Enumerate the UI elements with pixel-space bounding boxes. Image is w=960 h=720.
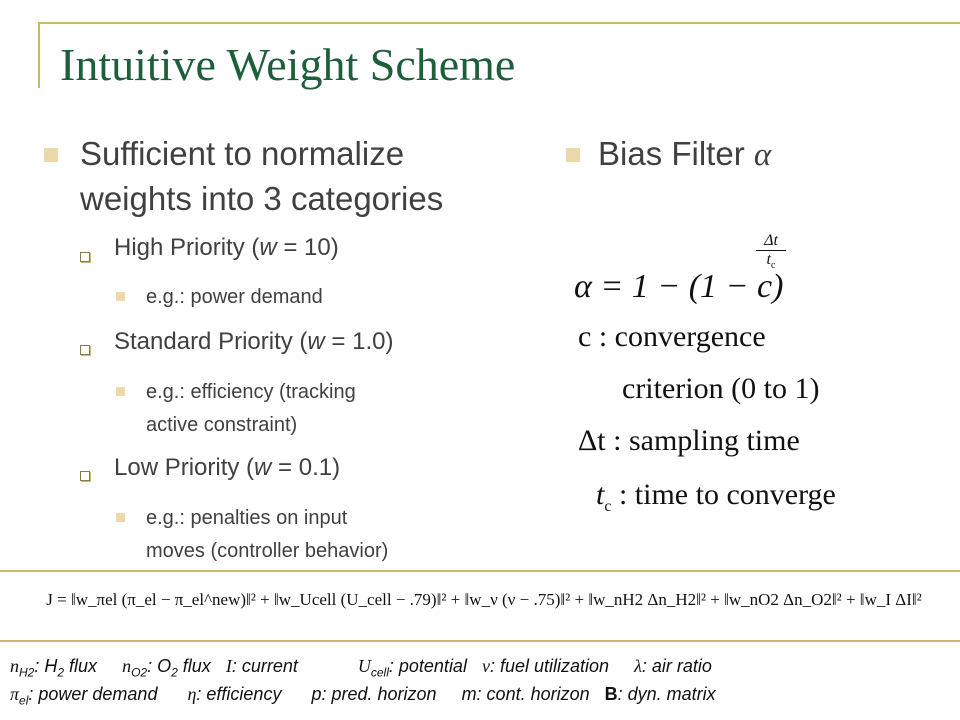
sub-bullet-icon: [80, 471, 90, 481]
alpha-formula-lhs: α = 1 − (1 − c): [574, 268, 784, 305]
tc-subscript: c: [604, 498, 612, 515]
bullet-icon: [44, 148, 58, 162]
high-priority-w: w: [259, 234, 277, 261]
legend-p: p: pred. horizon: [311, 684, 437, 704]
legend-nh2: $n_{H2}$: $H_2$ flux: [10, 656, 98, 680]
standard-priority-post: = 1.0): [324, 328, 394, 355]
sub-bullet-icon: [80, 345, 90, 355]
standard-priority: [114, 327, 393, 357]
high-priority-pre: High Priority (: [114, 234, 260, 261]
legend-lambda: λ: air ratio: [634, 656, 712, 676]
legend-m: m: cont. horizon: [461, 684, 590, 704]
objective-function: J = ‖w_πel (π_el − π_el^new)‖² + ‖w_Ucell (U_cell − .79)‖² + ‖w_ν (ν − .75)‖² + ‖w_nH2 Δn_H2‖² + ‖w_nO2 Δn_O2‖² + ‖w_I ΔI‖²: [46, 590, 922, 609]
legend-pi: $\pi_{el}$: power demand: [10, 684, 158, 708]
exponent-numerator: Δt: [764, 232, 778, 249]
legend-nu: ν: fuel utilization: [481, 656, 610, 676]
high-priority-post: = 10): [276, 234, 339, 261]
legend-b: B: dyn. matrix: [604, 684, 716, 704]
title-frame-left: [38, 22, 40, 88]
c-definition: c : convergence: [578, 320, 766, 353]
legend-current: I: current: [225, 656, 298, 676]
bullet-icon: [116, 513, 125, 522]
high-priority: [114, 233, 339, 263]
bias-filter-heading: [598, 131, 771, 178]
low-priority-example-line1: e.g.: penalties on input: [146, 507, 348, 529]
bullet-icon: [116, 387, 125, 396]
tc-symbol: t: [596, 478, 605, 511]
legend-ucell: $U_{cell}$: potential: [357, 656, 467, 680]
exponent-denominator-sub: c: [771, 260, 776, 272]
legend-no2: $n_{O2}$: $O_2$ flux: [122, 656, 211, 680]
bullet-icon: [116, 292, 125, 301]
low-priority-pre: Low Priority (: [114, 454, 255, 481]
standard-priority-example-line1: e.g.: efficiency (tracking: [146, 381, 356, 403]
high-priority-example: e.g.: power demand: [146, 286, 323, 308]
bullet-normalize-line2: weights into 3 categories: [80, 180, 444, 217]
bullet-icon: [566, 148, 580, 162]
slide-title: Intuitive Weight Scheme: [60, 39, 516, 90]
legend-row-1: [10, 656, 712, 680]
exponent-denominator: t: [766, 251, 771, 268]
standard-priority-example-line2: active constraint): [146, 414, 298, 436]
standard-priority-w: w: [307, 328, 325, 355]
low-priority: [114, 453, 340, 483]
title-frame-top: [38, 22, 960, 24]
legend-row-2: [10, 684, 716, 708]
dt-definition: Δt : sampling time: [578, 424, 800, 457]
tc-definition: [596, 478, 836, 516]
low-priority-example-line2: moves (controller behavior): [146, 540, 389, 562]
sub-bullet-icon: [80, 252, 90, 262]
bias-filter-label: Bias Filter: [598, 135, 754, 172]
legend-eta: η: efficiency: [187, 684, 282, 704]
alpha-formula-exponent: [756, 232, 786, 271]
low-priority-post: = 0.1): [271, 454, 341, 481]
bias-filter-alpha: α: [753, 137, 772, 173]
standard-priority-pre: Standard Priority (: [114, 328, 308, 355]
tc-description: : time to converge: [611, 478, 836, 511]
c-definition-line2: criterion (0 to 1): [622, 372, 820, 405]
separator-top: [0, 570, 960, 572]
alpha-formula: [574, 268, 783, 306]
low-priority-w: w: [254, 454, 272, 481]
bullet-normalize-line1: Sufficient to normalize: [80, 135, 405, 172]
separator-bottom: [0, 640, 960, 642]
